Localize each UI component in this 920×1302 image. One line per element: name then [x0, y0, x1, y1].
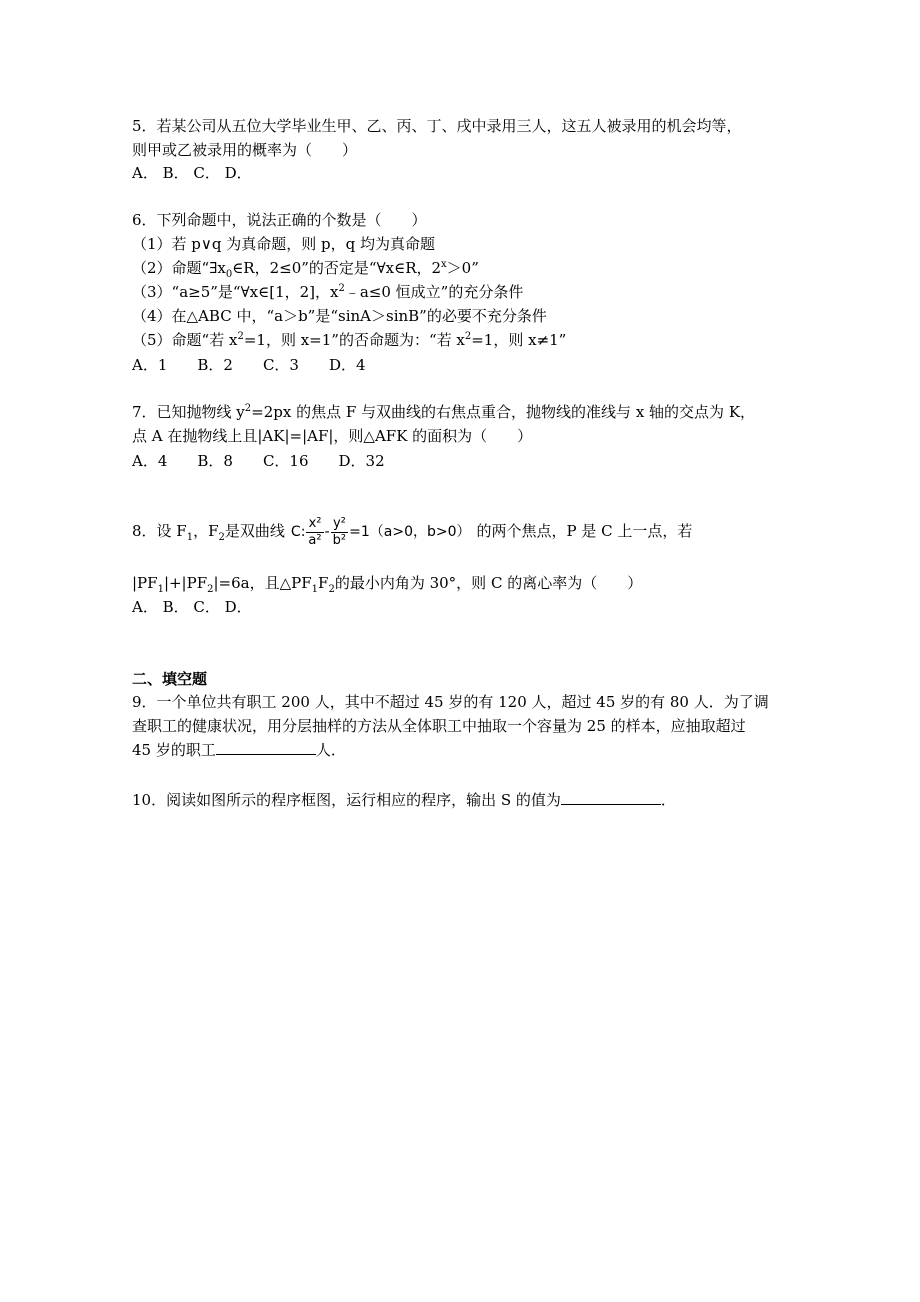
q8-options: A． B． C． D．	[132, 598, 252, 616]
q6-statement-4: （4）在△ABC 中，“a＞b”是“sinA＞sinB”的必要不充分条件	[132, 307, 547, 325]
q7-line1: 7．已知抛物线 $y^2=2px$ 的焦点 F 与双曲线的右焦点重合，抛物线的准线与 x 轴的交点为 K，	[132, 403, 756, 421]
q8-line1: 8．设 $F_1$，$F_2$是双曲线 C: $\frac{\text{x²}}{\text{a²}}$ - $\frac{\text{y²}}{\text{b²}}$ =1（a>0，b>0） 的两个焦点，P 是 C 上一点，若	[132, 508, 692, 554]
q6-statement-3: （3）“a≥5”是“∀x∈[1，2]，$x^2﹣a\le 0$ 恒成立”的充分条件	[132, 283, 524, 301]
q9-line2: 查职工的健康状况，用分层抽样的方法从全体职工中抽取一个容量为 25 的样本，应抽取超过	[132, 717, 746, 735]
q5-line2: 则甲或乙被录用的概率为（ ）	[132, 141, 358, 159]
q9-line3: 45 岁的职工 人．	[132, 741, 346, 759]
q6-statement-1: （1）若 p∨q 为真命题，则 p，q 均为真命题	[132, 235, 436, 253]
q7-options: A．4 B．8 C．16 D．32	[132, 452, 385, 470]
q9-line1: 9．一个单位共有职工 200 人，其中不超过 45 岁的有 120 人，超过 45 岁的有 80 人．为了调	[132, 693, 769, 711]
q6-options: A．1 B．2 C．3 D．4	[132, 356, 366, 374]
q10-answer-blank[interactable]	[561, 790, 661, 805]
q10-line1: 10．阅读如图所示的程序框图，运行相应的程序，输出 S 的值为 ．	[132, 791, 676, 809]
q9-answer-blank[interactable]	[216, 740, 316, 755]
q6-statement-2: （2）命题“$\exists x_0\in R$，2≤0”的否定是“∀x∈R，$2^x>0$”	[132, 259, 479, 280]
q5-line1: 5．若某公司从五位大学毕业生甲、乙、丙、丁、戌中录用三人，这五人被录用的机会均等，	[132, 117, 742, 135]
q6-stem: 6．下列命题中，说法正确的个数是（ ）	[132, 211, 427, 229]
q8-line2: $|PF_1|+|PF_2|=6a$，且$\triangle PF_1F_2$的最小内角为 30°，则 C 的离心率为（ ）	[132, 574, 643, 595]
q5-options: A． B． C． D．	[132, 164, 252, 182]
hyperbola-formula: C: $\frac{\text{x²}}{\text{a²}}$ - $\frac{\text{y²}}{\text{b²}}$ =1（a>0，b>0）	[290, 515, 471, 548]
q6-statement-5: （5）命题“若 $x^2=1$，则 x=1”的否命题为：“若 $x^2=1$，则 x≠1”	[132, 331, 567, 349]
section-title-fill-in: 二、填空题	[132, 670, 208, 688]
q7-line2: 点 A 在抛物线上且|AK|=|AF|，则△AFK 的面积为（ ）	[132, 427, 533, 445]
